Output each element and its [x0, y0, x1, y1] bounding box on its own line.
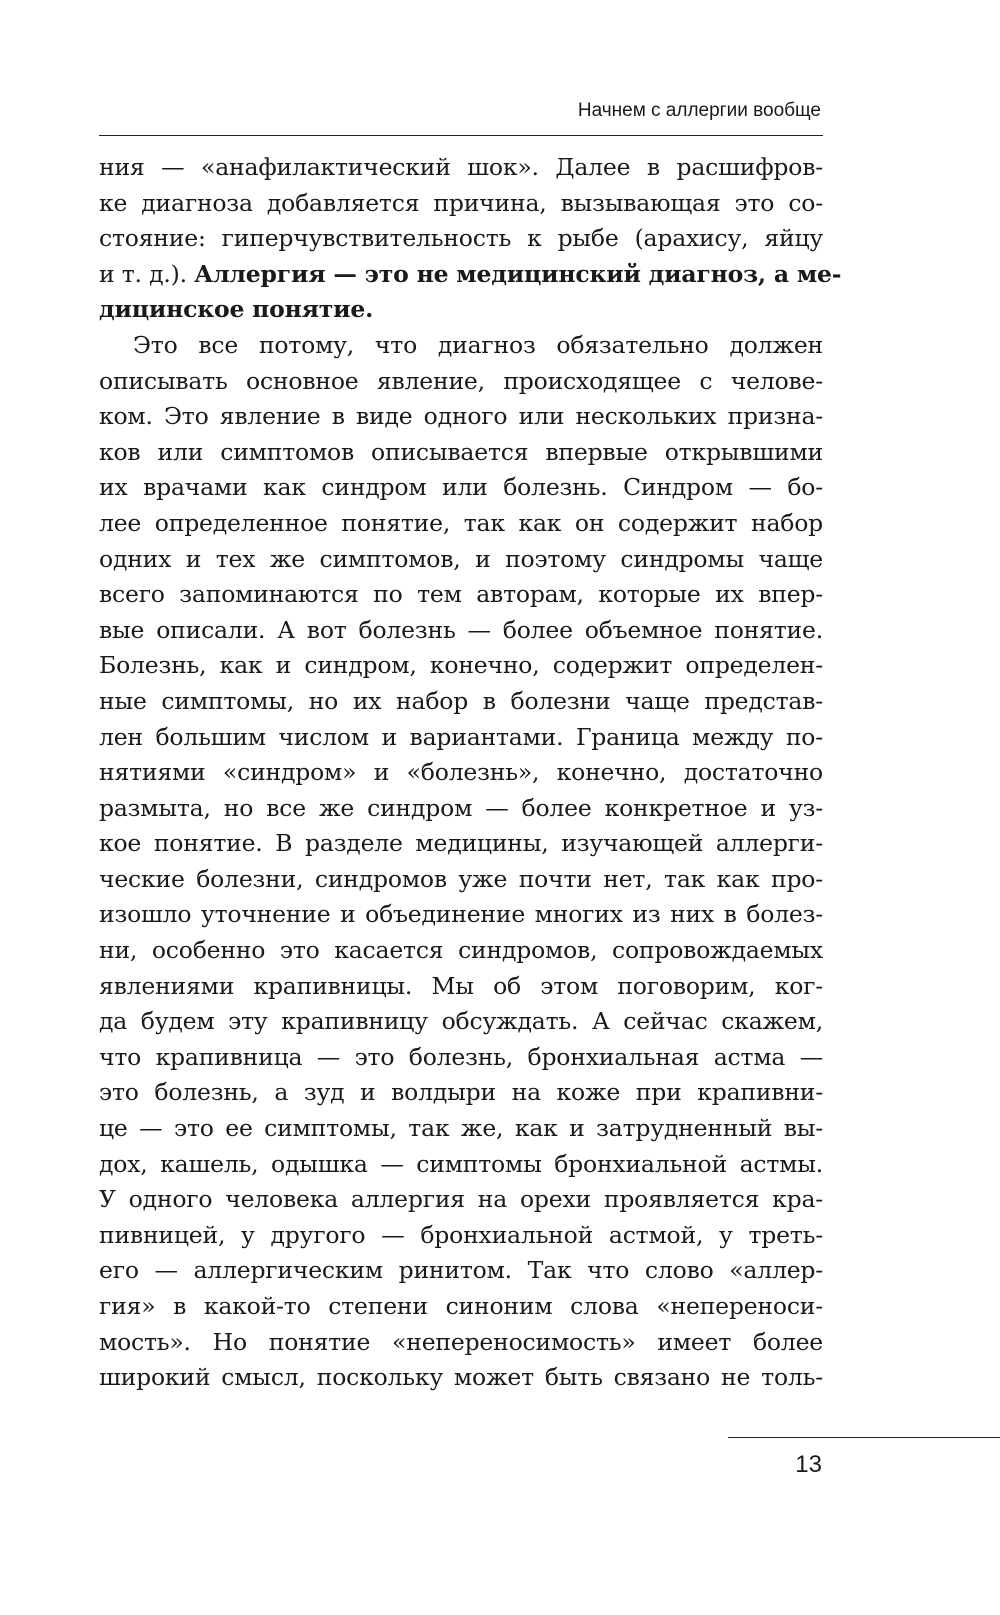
text-line: это болезнь, а зуд и волдыри на коже при крапивни-: [99, 1078, 823, 1107]
text-line: ков или симптомов описывается впервые открывшими: [99, 437, 823, 466]
text-line: одних и тех же симптомов, и поэтому синдромы чаще: [99, 544, 823, 573]
text-line: его — аллергическим ринитом. Так что слово «аллер-: [99, 1256, 823, 1285]
text-line: ни, особенно это касается синдромов, сопровождаемых: [99, 936, 823, 965]
text-line: кое понятие. В разделе медицины, изучающей аллерги-: [99, 829, 823, 858]
text-line: ные симптомы, но их набор в болезни чаще представ-: [99, 686, 823, 715]
text-line: что крапивница — это болезнь, бронхиальная астма —: [99, 1042, 823, 1071]
text-line: [99, 150, 823, 186]
text-line: изошло уточнение и объединение многих из них в болез-: [99, 900, 823, 929]
running-head: Начнем с аллергии вообще: [99, 96, 823, 136]
text-line: Это все потому, что диагноз обязательно должен: [133, 330, 823, 359]
text-line: лее определенное понятие, так как он содержит набор: [99, 508, 823, 537]
text-line: дох, кашель, одышка — симптомы бронхиальной астмы.: [99, 1149, 823, 1178]
body-text: [99, 150, 842, 1396]
footer-rule: [728, 1437, 1000, 1438]
text-line: пивницей, у другого — бронхиальной астмой, у треть-: [99, 1220, 823, 1249]
text-line: лен большим числом и вариантами. Граница между по-: [99, 722, 823, 751]
text-line: [99, 221, 823, 257]
text-run: ке диагноза добавляется причина, вызывающая это со-: [99, 188, 823, 217]
text-line: нятиями «синдром» и «болезнь», конечно, достаточно: [99, 758, 823, 787]
paragraph-2: [99, 328, 823, 1396]
text-line: мость». Но понятие «непереносимость» имеет более: [99, 1327, 823, 1356]
text-line: да будем эту крапивницу обсуждать. А сейчас скажем,: [99, 1007, 823, 1036]
text-line: широкий смысл, поскольку может быть связано не толь-: [99, 1363, 823, 1392]
text-run: стояние: гиперчувствительность к рыбе (арахису, яйцу: [99, 224, 823, 253]
text-line: Болезнь, как и синдром, конечно, содержит определен-: [99, 651, 823, 680]
text-line: явлениями крапивницы. Мы об этом поговорим, ког-: [99, 971, 823, 1000]
text-line: их врачами как синдром или болезнь. Синдром — бо-: [99, 473, 823, 502]
page-number: 13: [795, 1451, 822, 1478]
text-line: размыта, но все же синдром — более конкретное и уз-: [99, 793, 823, 822]
bold-text-run: дицинское понятие.: [99, 295, 374, 324]
text-line: [99, 292, 823, 328]
text-line: описывать основное явление, происходящее с челове-: [99, 366, 823, 395]
text-line: ком. Это явление в виде одного или нескольких призна-: [99, 402, 823, 431]
text-run: и т. д.).: [99, 259, 195, 288]
paragraph-1: [99, 150, 842, 328]
text-line: це — это ее симптомы, так же, как и затрудненный вы-: [99, 1114, 823, 1143]
text-line: ческие болезни, синдромов уже почти нет, так как про-: [99, 864, 823, 893]
bold-text-run: Аллергия — это не медицинский диагноз, а ме-: [194, 259, 842, 288]
text-line: У одного человека аллергия на орехи проявляется кра-: [99, 1185, 823, 1214]
text-line: [99, 186, 823, 222]
text-line: вые описали. А вот болезнь — более объемное понятие.: [99, 615, 823, 644]
text-line: всего запоминаются по тем авторам, которые их впер-: [99, 580, 823, 609]
text-line: [99, 257, 842, 293]
text-line: гия» в какой-то степени синоним слова «непереноси-: [99, 1292, 823, 1320]
text-run: ния — «анафилактический шок». Далее в расшифров-: [99, 153, 823, 181]
